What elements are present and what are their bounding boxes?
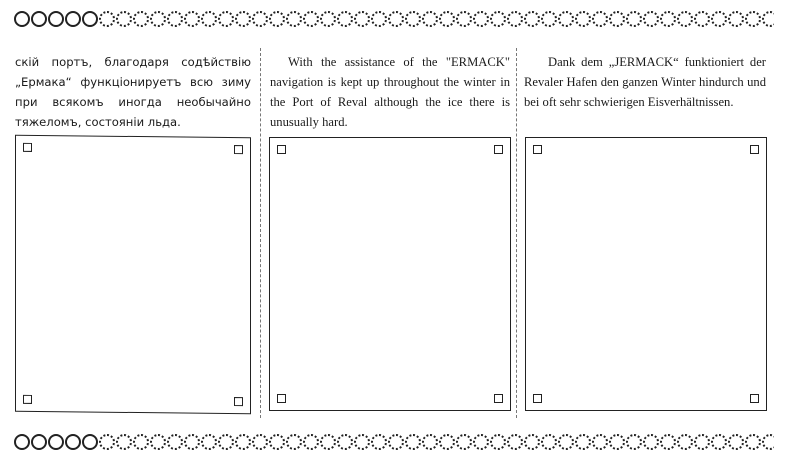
photo-corner-mount xyxy=(23,395,32,404)
photo-corner-mount xyxy=(533,145,542,154)
border-ring-ornament xyxy=(575,434,591,450)
border-ring-ornament xyxy=(524,434,540,450)
border-ring-ornament xyxy=(320,434,336,450)
photo-corner-mount xyxy=(750,394,759,403)
border-ring-ornament xyxy=(218,11,234,27)
border-ring-ornament xyxy=(473,11,489,27)
border-ring-ornament xyxy=(626,434,642,450)
photo-corner-mount xyxy=(234,145,243,154)
decorative-border-top xyxy=(14,8,774,30)
border-ring-ornament xyxy=(31,434,47,450)
border-ring-ornament xyxy=(660,11,676,27)
german-caption: Dank dem „JERMACK“ funktioniert der Revaler Hafen den ganzen Winter hindurch und bei oft sehr schwierigen Eisverhältnissen. xyxy=(524,55,766,109)
border-ring-ornament xyxy=(762,434,774,450)
border-ring-ornament xyxy=(677,11,693,27)
border-ring-ornament xyxy=(762,11,774,27)
border-ring-ornament xyxy=(643,11,659,27)
photo-corner-mount xyxy=(277,394,286,403)
border-ring-ornament xyxy=(354,11,370,27)
border-ring-ornament xyxy=(235,434,251,450)
border-ring-ornament xyxy=(439,11,455,27)
photo-corner-mount xyxy=(750,145,759,154)
border-ring-ornament xyxy=(405,11,421,27)
border-ring-ornament xyxy=(541,11,557,27)
border-ring-ornament xyxy=(507,434,523,450)
photo-frame-2 xyxy=(269,137,511,411)
border-ring-ornament xyxy=(218,434,234,450)
border-ring-ornament xyxy=(575,11,591,27)
border-ring-ornament xyxy=(99,434,115,450)
border-ring-ornament xyxy=(728,434,744,450)
border-ring-ornament xyxy=(303,11,319,27)
border-ring-ornament xyxy=(558,434,574,450)
border-ring-ornament xyxy=(116,11,132,27)
border-ring-ornament xyxy=(82,11,98,27)
border-ring-ornament xyxy=(252,434,268,450)
border-ring-ornament xyxy=(541,434,557,450)
border-ring-ornament xyxy=(337,11,353,27)
border-ring-ornament xyxy=(660,434,676,450)
border-ring-ornament xyxy=(422,11,438,27)
border-ring-ornament xyxy=(592,11,608,27)
border-ring-ornament xyxy=(235,11,251,27)
border-ring-ornament xyxy=(337,434,353,450)
border-ring-ornament xyxy=(371,11,387,27)
border-ring-ornament xyxy=(65,11,81,27)
border-ring-ornament xyxy=(626,11,642,27)
photo-corner-mount xyxy=(234,397,243,406)
border-ring-ornament xyxy=(388,11,404,27)
border-ring-ornament xyxy=(677,434,693,450)
border-ring-ornament xyxy=(184,434,200,450)
photo-corner-mount xyxy=(277,145,286,154)
border-ring-ornament xyxy=(133,434,149,450)
border-ring-ornament xyxy=(422,434,438,450)
border-ring-ornament xyxy=(150,434,166,450)
photo-corner-mount xyxy=(533,394,542,403)
photo-corner-mount xyxy=(494,394,503,403)
border-ring-ornament xyxy=(405,434,421,450)
border-ring-ornament xyxy=(456,434,472,450)
border-ring-ornament xyxy=(167,434,183,450)
column-divider-2 xyxy=(516,48,518,418)
border-ring-ornament xyxy=(252,11,268,27)
border-ring-ornament xyxy=(439,434,455,450)
border-ring-ornament xyxy=(558,11,574,27)
russian-caption: скій портъ, благодаря содѣйствію „Ермака“ функціонируетъ всю зиму при всякомъ иногда необычайно тяжеломъ, состояніи льда. xyxy=(15,55,251,129)
border-ring-ornament xyxy=(592,434,608,450)
border-ring-ornament xyxy=(473,434,489,450)
border-ring-ornament xyxy=(524,11,540,27)
photo-frame-3 xyxy=(525,137,767,411)
photo-corner-mount xyxy=(494,145,503,154)
border-ring-ornament xyxy=(609,434,625,450)
border-ring-ornament xyxy=(643,434,659,450)
border-ring-ornament xyxy=(133,11,149,27)
border-ring-ornament xyxy=(490,434,506,450)
border-ring-ornament xyxy=(14,11,30,27)
border-ring-ornament xyxy=(286,434,302,450)
border-ring-ornament xyxy=(609,11,625,27)
photo-frame-1 xyxy=(15,135,251,414)
border-ring-ornament xyxy=(99,11,115,27)
border-ring-ornament xyxy=(320,11,336,27)
decorative-border-bottom xyxy=(14,431,774,453)
border-ring-ornament xyxy=(269,434,285,450)
border-ring-ornament xyxy=(201,11,217,27)
border-ring-ornament xyxy=(82,434,98,450)
photo-corner-mount xyxy=(23,143,32,152)
border-ring-ornament xyxy=(507,11,523,27)
border-ring-ornament xyxy=(354,434,370,450)
border-ring-ornament xyxy=(711,11,727,27)
border-ring-ornament xyxy=(303,434,319,450)
border-ring-ornament xyxy=(694,434,710,450)
border-ring-ornament xyxy=(269,11,285,27)
border-ring-ornament xyxy=(745,11,761,27)
border-ring-ornament xyxy=(184,11,200,27)
english-caption: With the assistance of the "ERMACK" navigation is kept up throughout the winter in the Port of Reval although the ice there is unusually hard. xyxy=(270,55,510,129)
border-ring-ornament xyxy=(48,434,64,450)
border-ring-ornament xyxy=(14,434,30,450)
border-ring-ornament xyxy=(728,11,744,27)
border-ring-ornament xyxy=(31,11,47,27)
border-ring-ornament xyxy=(388,434,404,450)
border-ring-ornament xyxy=(286,11,302,27)
border-ring-ornament xyxy=(48,11,64,27)
border-ring-ornament xyxy=(694,11,710,27)
border-ring-ornament xyxy=(490,11,506,27)
border-ring-ornament xyxy=(167,11,183,27)
border-ring-ornament xyxy=(150,11,166,27)
border-ring-ornament xyxy=(711,434,727,450)
column-divider-1 xyxy=(260,48,262,418)
border-ring-ornament xyxy=(371,434,387,450)
border-ring-ornament xyxy=(745,434,761,450)
border-ring-ornament xyxy=(201,434,217,450)
border-ring-ornament xyxy=(65,434,81,450)
border-ring-ornament xyxy=(456,11,472,27)
border-ring-ornament xyxy=(116,434,132,450)
